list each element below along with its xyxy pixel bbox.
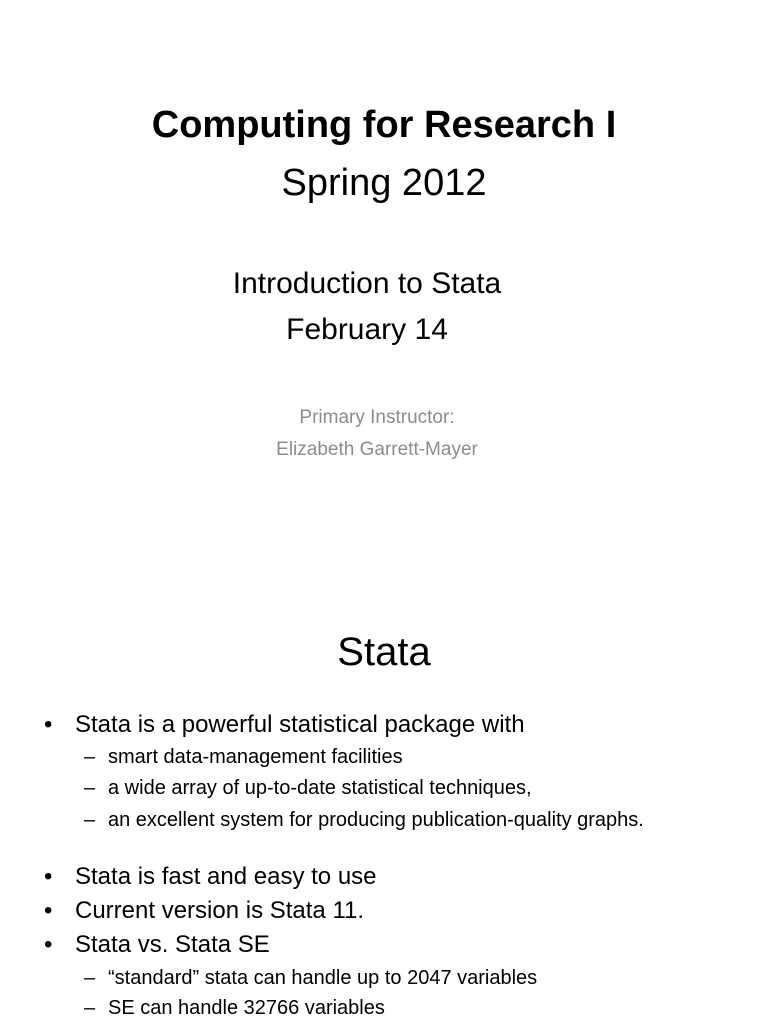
bullet-text: Stata is fast and easy to use	[75, 863, 377, 890]
sub-bullet-mark: –	[84, 809, 96, 831]
slide-title: Stata	[337, 630, 431, 674]
sub-bullet-item	[84, 996, 684, 1021]
bullet-text: Stata is a powerful statistical package with	[75, 711, 525, 738]
sub-bullet-item	[84, 776, 684, 801]
sub-bullet-mark: –	[84, 967, 96, 989]
bullet-text: Current version is Stata 11.	[75, 897, 365, 924]
bullet-mark: •	[44, 711, 53, 738]
sub-bullet-item	[84, 808, 684, 833]
course-term: Spring 2012	[281, 162, 487, 204]
instructor-name: Elizabeth Garrett-Mayer	[276, 439, 478, 460]
sub-bullet-text: an excellent system for producing publication-quality graphs.	[108, 809, 644, 831]
stata-slide	[0, 576, 768, 1024]
bullet-text: Stata vs. Stata SE	[75, 931, 270, 958]
lecture-date: February 14	[286, 313, 448, 346]
bullet-mark: •	[44, 897, 53, 924]
sub-bullet-item	[84, 966, 684, 991]
instructor-label: Primary Instructor:	[299, 407, 455, 428]
sub-bullet-text: SE can handle 32766 variables	[108, 997, 385, 1019]
sub-bullet-mark: –	[84, 777, 96, 799]
sub-bullet-mark: –	[84, 746, 96, 768]
sub-bullet-text: a wide array of up-to-date statistical techniques,	[108, 777, 532, 799]
sub-bullet-text: “standard” stata can handle up to 2047 variables	[108, 967, 538, 989]
bullet-mark: •	[44, 863, 53, 890]
sub-bullet-text: smart data-management facilities	[108, 746, 403, 768]
sub-bullet-item	[84, 745, 684, 770]
bullet-list	[0, 576, 768, 1024]
sub-bullet-mark: –	[84, 997, 96, 1019]
course-title: Computing for Research I	[151, 104, 617, 146]
lecture-topic: Introduction to Stata	[232, 267, 502, 300]
bullet-mark: •	[44, 931, 53, 958]
